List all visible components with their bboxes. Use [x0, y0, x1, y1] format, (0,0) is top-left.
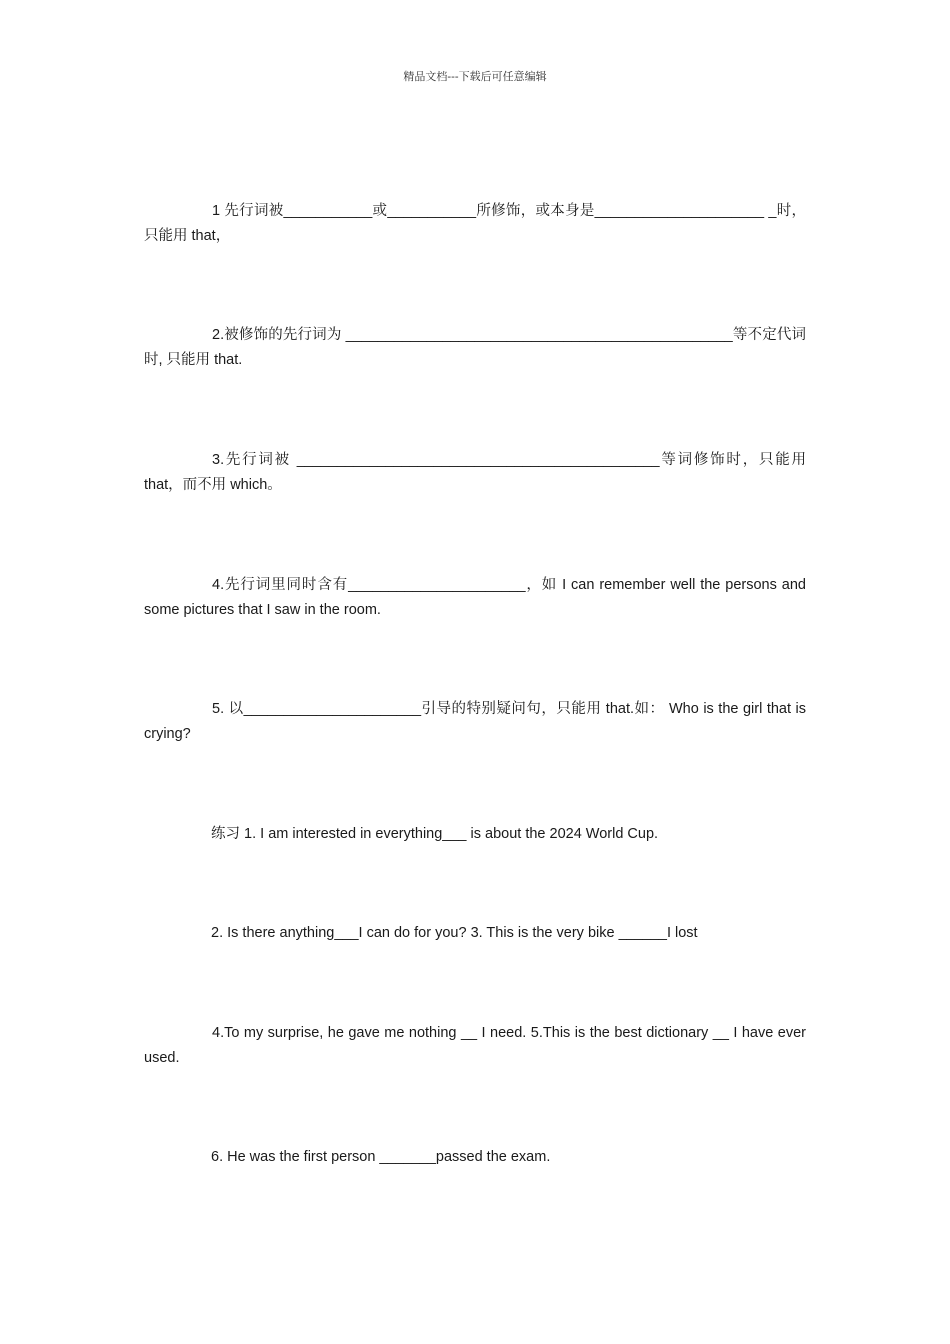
exercise-line-4: 6. He was the first person _______passed the exam.: [211, 1149, 551, 1165]
rule-4: 4.先行词里同时含有______________________，如 I can remember well the persons and some pictures that I saw in the room.: [144, 577, 806, 618]
exercise-line-2: 2. Is there anything___I can do for you? 3. This is the very bike ______I lost: [211, 925, 698, 941]
rule-2: 2.被修饰的先行词为 ________________________________________________等不定代词时, 只能用 that.: [144, 327, 806, 368]
rule-5: 5. 以______________________引导的特别疑问句，只能用 that.如： Who is the girl that is crying?: [144, 701, 806, 742]
page-header: 精品文档---下载后可任意编辑: [403, 70, 547, 83]
exercise-line-1: 练习 1. I am interested in everything___ is about the 2024 World Cup.: [211, 826, 659, 842]
rule-3: 3.先行词被 _____________________________________________等词修饰时，只能用 that，而不用 which。: [144, 452, 806, 493]
rule-1: 1 先行词被___________或___________所修饰，或本身是_____________________ _时，只能用 that，: [144, 203, 806, 244]
exercise-line-3: 4.To my surprise, he gave me nothing __ I need. 5.This is the best dictionary __ I have ever used.: [144, 1025, 806, 1066]
